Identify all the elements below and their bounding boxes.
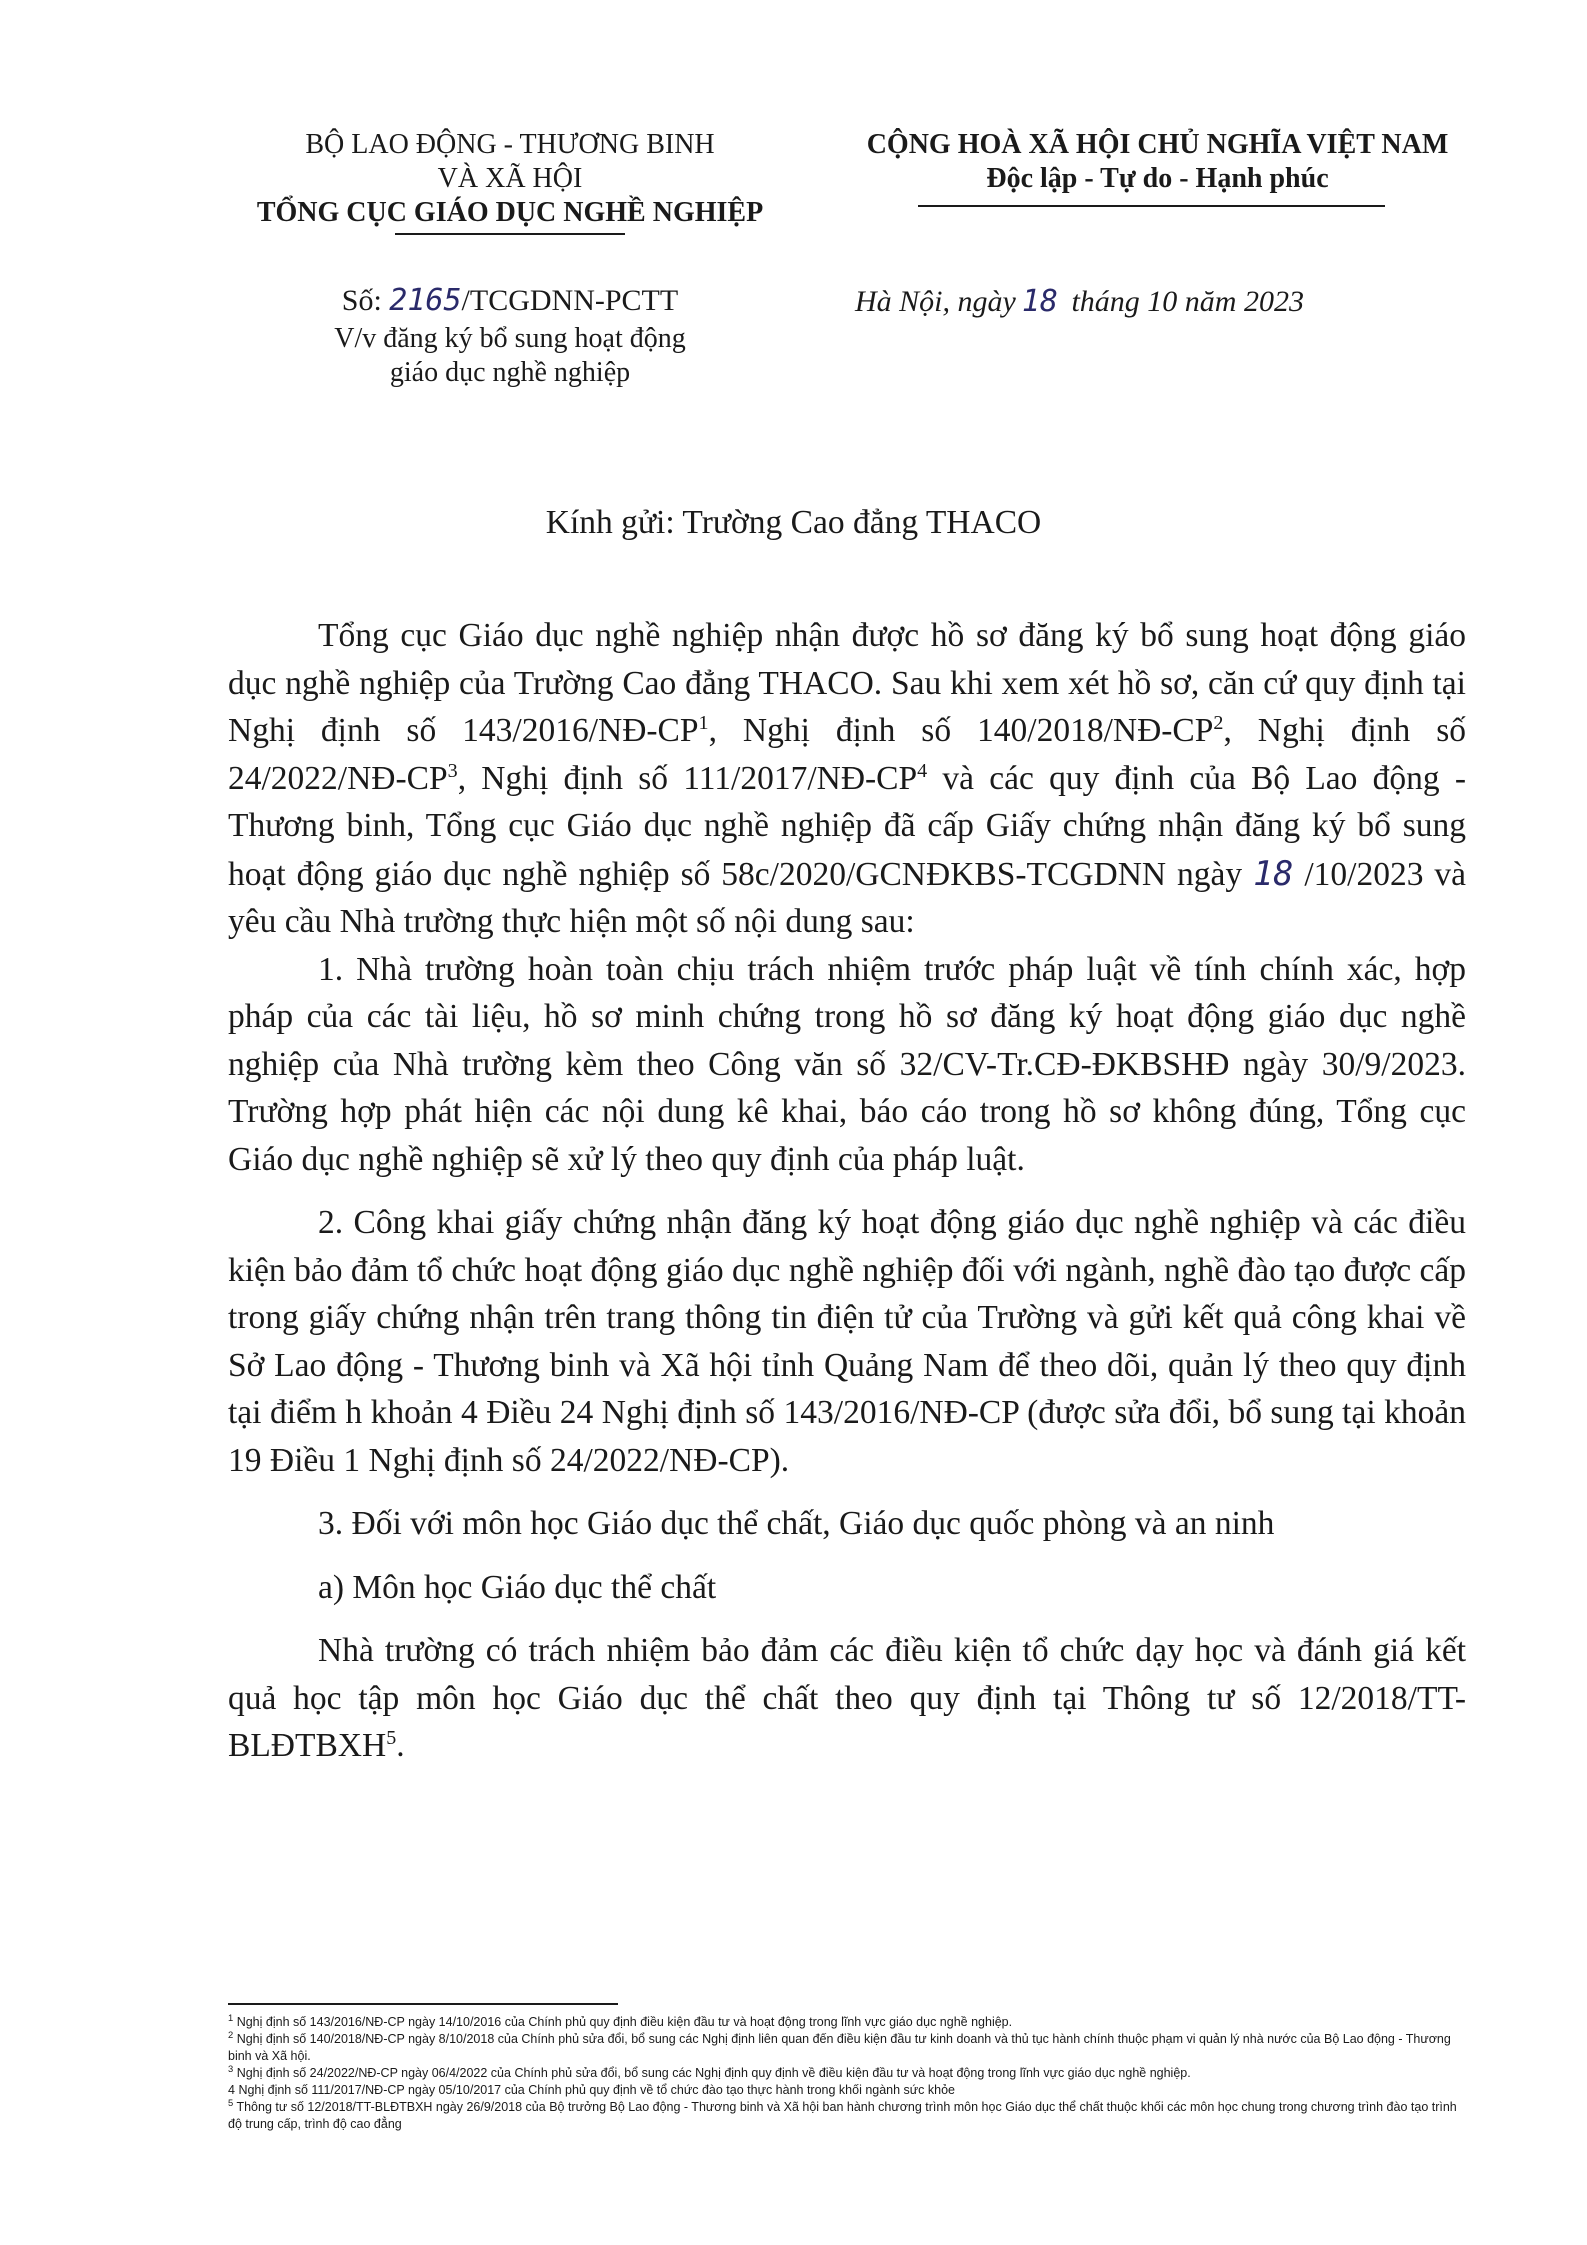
footnote-3: $^3$ Nghị định số 24/2022/NĐ-CP ngày 06/4/2022 của Chính phủ sửa đổi, bổ sung các Nghị định quy định về điều kiện đầu tư và hoạt động trong lĩnh vực giáo dục nghề nghiệp. [228,2063,1191,2080]
place-date-after: tháng 10 năm 2023 [1071,285,1304,318]
date-day-handwritten: 18 [1021,284,1058,319]
footnote-4: 4 Nghị định số 111/2017/NĐ-CP ngày 05/10/2017 của Chính phủ quy định về tổ chức đào tạo thực hành trong khối ngành sức khỏe [228,2083,955,2097]
footnotes [228,2014,1466,2133]
certificate-day-handwritten: 18 [1253,853,1294,893]
footnote-ref-4: 4 [917,759,928,782]
agency-name: TỔNG CỤC GIÁO DỤC NGHỀ NGHIỆP [256,197,764,228]
paragraph-item-3a: a) Môn học Giáo dục thể chất [318,1568,717,1606]
footnote-separator [228,2003,618,2005]
issuer-block [215,128,805,230]
doc-number [215,284,805,318]
footnote-ref-2: 2 [1213,711,1224,734]
doc-number-block [215,284,805,390]
place-date [855,284,1515,320]
paragraph-intro: Tổng cục Giáo dục nghề nghiệp nhận được hồ sơ đăng ký bổ sung hoạt động giáo dục nghề nghiệp của Trường Cao đẳng THACO. Sau khi xem xét hồ sơ, căn cứ quy định tại Nghị định số $143/2016/NĐ-CP^1$, Nghị định số $140/2018/NĐ-CP^2$, Nghị định số $24/2022/NĐ-CP^3$, Nghị định số $111/2017/NĐ-CP^4$ và các quy định của Bộ Lao động - Thương binh, Tổng cục Giáo dục nghề nghiệp đã cấp Giấy chứng nhận đăng ký bổ sung hoạt động giáo dục nghề nghiệp số 58c/2020/GCNĐKBS-TCGDNN ngày 18 /10/2023 và yêu cầu Nhà trường thực hiện một số nội dung sau: [228,617,1467,940]
subject-line2: giáo dục nghề nghiệp [389,357,631,388]
paragraph-item-2: 2. Công khai giấy chứng nhận đăng ký hoạt động giáo dục nghề nghiệp và các điều kiện bảo đảm tổ chức hoạt động giáo dục nghề nghiệp đối với ngành, nghề đào tạo được cấp trong giấy chứng nhận trên trang thông tin điện tử của Trường và gửi kết quả công khai về Sở Lao động - Thương binh và Xã hội tỉnh Quảng Nam để theo dõi, quản lý theo quy định tại điểm h khoản 4 Điều 24 Nghị định số 143/2016/NĐ-CP (được sửa đổi, bổ sung tại khoản 19 Điều 1 Nghị định số 24/2022/NĐ-CP). [228,1204,1466,1479]
ministry-line2: VÀ XÃ HỘI [437,163,583,194]
subject-line1: V/v đăng ký bổ sung hoạt động [334,323,686,354]
nation-block [795,128,1520,196]
motto-underline [918,205,1385,207]
paragraph-item-3a-body: Nhà trường có trách nhiệm bảo đảm các điều kiện tổ chức dạy học và đánh giá kết quả học tập môn học Giáo dục thể chất theo quy định tại Thông tư số 12/2018/TT-BLĐTBXH$^5$. [228,1632,1466,1764]
doc-number-suffix: /TCGDNN-PCTT [461,284,679,317]
place-date-before: Hà Nội, ngày [855,285,1016,318]
doc-number-prefix: Số: [341,284,382,317]
footnote-ref-5: 5 [386,1726,397,1749]
motto: Độc lập - Tự do - Hạnh phúc [986,163,1329,194]
footnote-2: $^2$ Nghị định số 140/2018/NĐ-CP ngày 8/10/2018 của Chính phủ sửa đổi, bổ sung các Nghị định liên quan đến điều kiện đầu tư kinh doanh và thủ tục hành chính thuộc phạm vi quản lý nhà nước của Bộ Lao động - Thương binh và Xã hội. [228,2029,1451,2063]
footnote-ref-3: 3 [447,759,458,782]
agency-underline [395,233,625,235]
footnote-5: $^5$ Thông tư số 12/2018/TT-BLĐTBXH ngày 26/9/2018 của Bộ trưởng Bộ Lao động - Thương binh và Xã hội ban hành chương trình môn học Giáo dục thể chất thuộc khối các môn học chung trong chương trình đào tạo trình độ trung cấp, trình độ cao đẳng [228,2097,1457,2131]
footnote-1: $^1$ Nghị định số 143/2016/NĐ-CP ngày 14/10/2016 của Chính phủ quy định điều kiện đầu tư và hoạt động trong lĩnh vực giáo dục nghề nghiệp. [228,2012,1013,2029]
doc-number-handwritten: 2165 [389,283,462,318]
nation-name: CỘNG HOÀ XÃ HỘI CHỦ NGHĨA VIỆT NAM [866,129,1449,160]
recipient: Kính gửi: Trường Cao đẳng THACO [545,504,1042,541]
paragraph-item-3: 3. Đối với môn học Giáo dục thể chất, Giáo dục quốc phòng và an ninh [318,1505,1275,1542]
ministry-line1: BỘ LAO ĐỘNG - THƯƠNG BINH [305,129,715,160]
letter-body [228,612,1466,1770]
footnote-ref-1: 1 [698,711,709,734]
paragraph-item-1: 1. Nhà trường hoàn toàn chịu trách nhiệm trước pháp luật về tính chính xác, hợp pháp của các tài liệu, hồ sơ minh chứng trong hồ sơ đăng ký hoạt động giáo dục nghề nghiệp của Nhà trường kèm theo Công văn số 32/CV-Tr.CĐ-ĐKBSHĐ ngày 30/9/2023. Trường hợp phát hiện các nội dung kê khai, báo cáo trong hồ sơ không đúng, Tổng cục Giáo dục nghề nghiệp sẽ xử lý theo quy định của pháp luật. [228,950,1466,1178]
